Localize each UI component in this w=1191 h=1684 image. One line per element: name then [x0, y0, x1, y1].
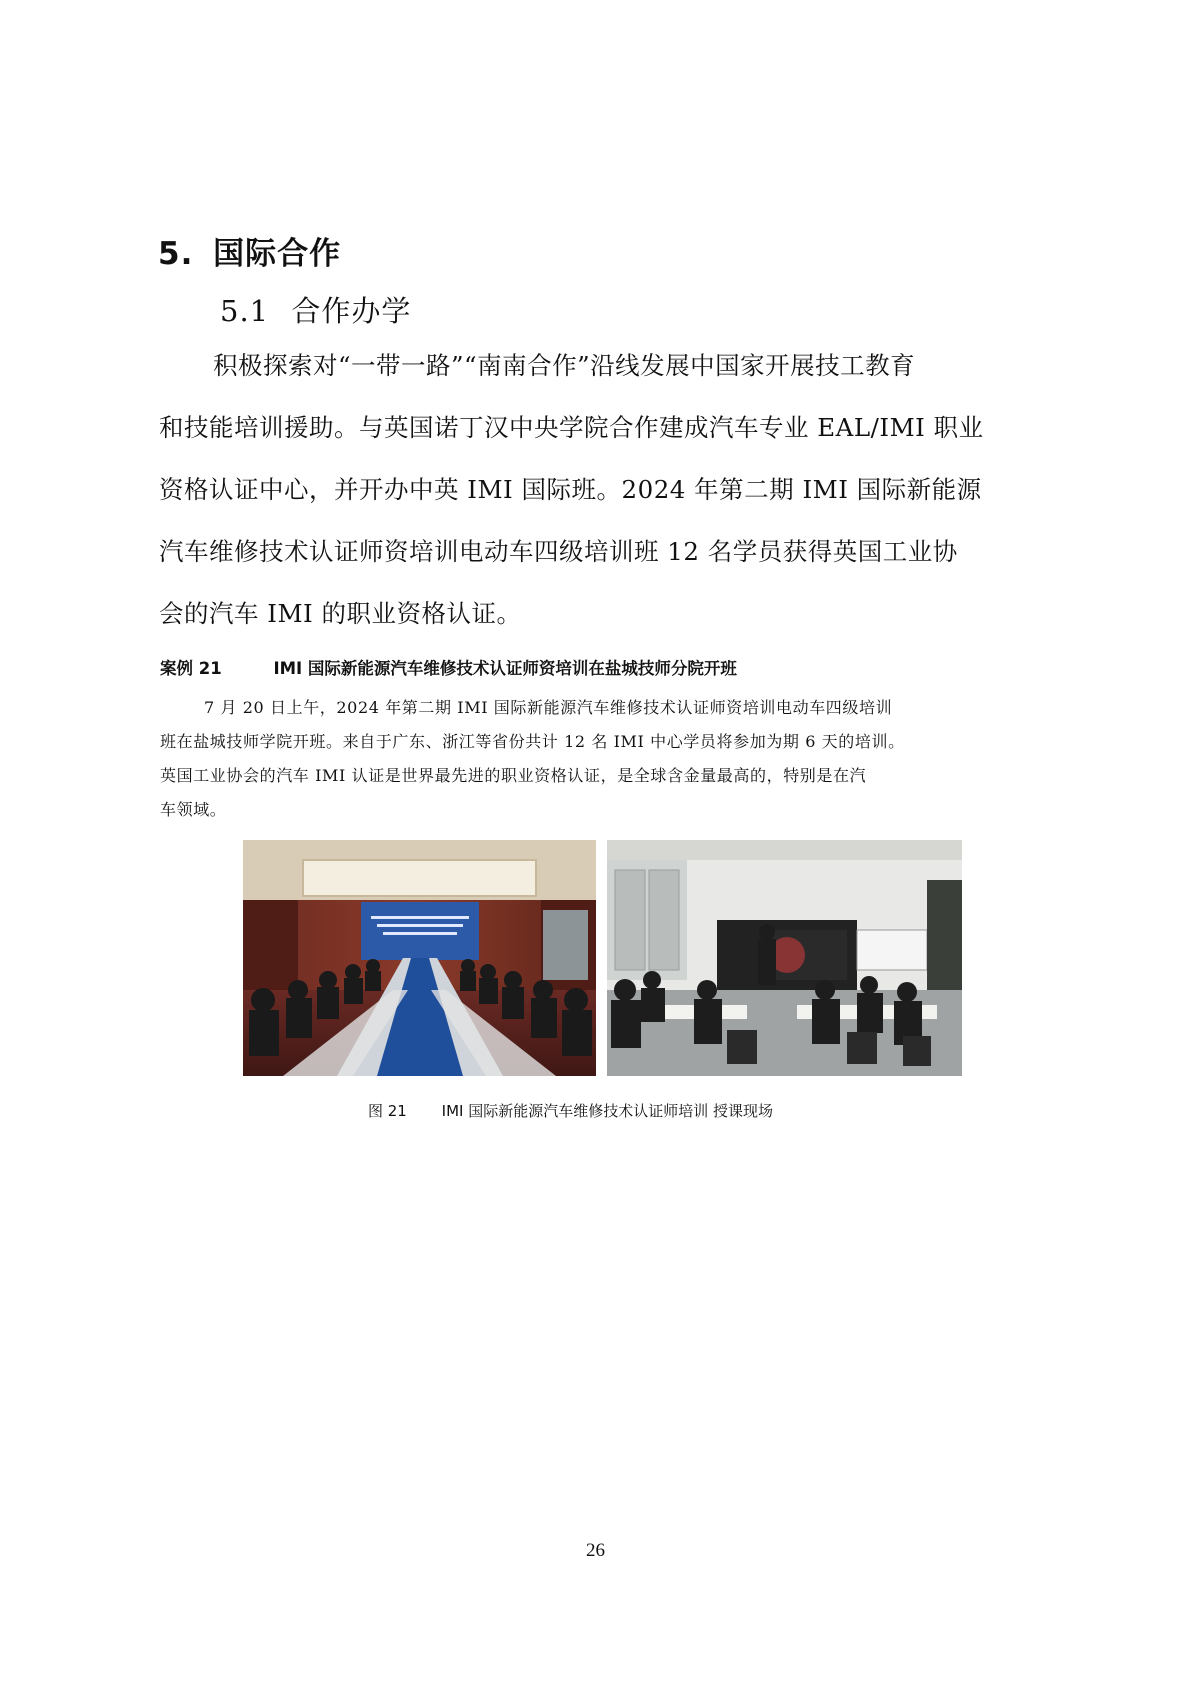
case-line: 班在盐城技师学院开班。来自于广东、浙江等省份共计 12 名 IMI 中心学员将参加为期 6 天的培训。	[160, 732, 905, 751]
body-line: 会的汽车 IMI 的职业资格认证。	[159, 599, 522, 628]
page-number: 26	[586, 1540, 605, 1561]
case-title	[160, 655, 737, 679]
photo-conference-meeting	[243, 840, 596, 1076]
photo-classroom-training	[607, 840, 962, 1076]
figure-label: 图 21	[368, 1102, 407, 1120]
case-label: 案例 21	[160, 659, 222, 678]
section-title: 国际合作	[213, 236, 342, 272]
body-line: 资格认证中心，并开办中英 IMI 国际班。2024 年第二期 IMI 国际新能源	[159, 475, 982, 504]
section-number: 5.	[158, 236, 194, 272]
body-line: 汽车维修技术认证师资培训电动车四级培训班 12 名学员获得英国工业协	[159, 537, 958, 566]
body-line: 积极探索对“一带一路”“南南合作”沿线发展中国家开展技工教育	[213, 351, 916, 380]
section-heading	[158, 228, 341, 273]
subsection-number: 5.1	[220, 294, 270, 328]
subsection-title: 合作办学	[291, 294, 412, 328]
case-line: 7 月 20 日上午，2024 年第二期 IMI 国际新能源汽车维修技术认证师资培训电动车四级培训	[204, 698, 893, 717]
figure-caption	[368, 1100, 773, 1121]
case-title-text: IMI 国际新能源汽车维修技术认证师资培训在盐城技师分院开班	[273, 659, 737, 678]
case-line: 车领域。	[160, 800, 227, 819]
subsection-heading	[220, 289, 411, 330]
body-line: 和技能培训援助。与英国诺丁汉中央学院合作建成汽车专业 EAL/IMI 职业	[159, 413, 984, 442]
figure-caption-text: IMI 国际新能源汽车维修技术认证师培训 授课现场	[441, 1102, 773, 1120]
case-line: 英国工业协会的汽车 IMI 认证是世界最先进的职业资格认证，是全球含金量最高的，特别是在汽	[160, 766, 867, 785]
